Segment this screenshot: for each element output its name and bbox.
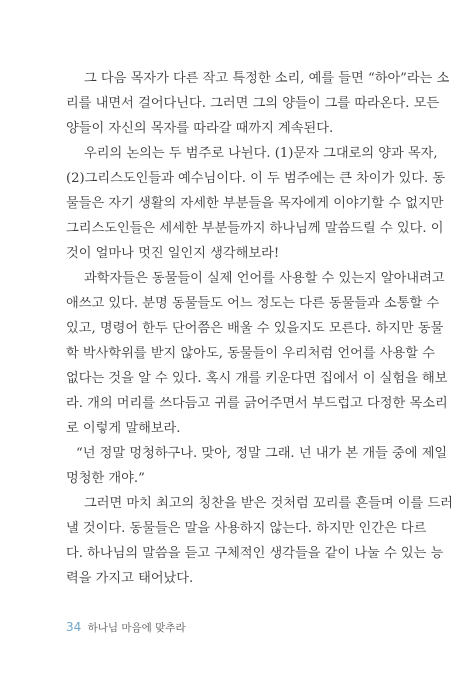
body-line: 그리스도인들은 세세한 부분들까지 하나님께 말씀드릴 수 있다. 이	[66, 221, 444, 236]
body-line: 우리의 논의는 두 범주로 나뉜다. (1)문자 그대로의 양과 목자,	[84, 146, 438, 161]
body-line: 낼 것이다. 동물들은 말을 사용하지 않는다. 하지만 인간은 다르	[66, 521, 427, 536]
body-line: 력을 가지고 태어났다.	[66, 571, 194, 586]
body-line: “넌 정말 멍청하구나. 맞아, 정말 그래. 넌 내가 본 개들 중에 제일	[76, 446, 448, 461]
page-footer	[66, 620, 186, 635]
body-line: 그 다음 목자가 다른 작고 특정한 소리, 예를 들면 “하아”라는 소	[84, 71, 450, 86]
body-line: 리를 내면서 걸어다닌다. 그러면 그의 양들이 그를 따라온다. 모든	[66, 96, 440, 111]
page-number: 34	[66, 620, 82, 634]
body-line: 물들은 자기 생활의 자세한 부분들을 목자에게 이야기할 수 없지만	[66, 196, 444, 211]
body-line: 그러면 마치 최고의 칭찬을 받은 것처럼 꼬리를 흔들며 이를 드러	[84, 496, 453, 511]
body-line: 것이 얼마나 멋진 일인지 생각해보라!	[66, 246, 280, 261]
body-line: 로 이렇게 말해보라.	[66, 421, 181, 436]
body-line: (2)그리스도인들과 예수님이다. 이 두 범주에는 큰 차이가 있다. 동	[66, 171, 446, 186]
running-title: 하나님 마음에 맞추라	[87, 622, 186, 634]
body-line: 다. 하나님의 말씀을 듣고 구체적인 생각들을 같이 나눌 수 있는 능	[66, 546, 444, 561]
body-line: 과학자들은 동물들이 실제 언어를 사용할 수 있는지 알아내려고	[84, 271, 445, 286]
body-line: 양들이 자신의 목자를 따라갈 때까지 계속된다.	[66, 121, 334, 136]
body-line: 라. 개의 머리를 쓰다듬고 귀를 긁어주면서 부드럽고 다정한 목소리	[66, 396, 448, 411]
body-line: 학 박사학위를 받지 않아도, 동물들이 우리처럼 언어를 사용할 수	[66, 346, 435, 361]
body-line: 애쓰고 있다. 분명 동물들도 어느 정도는 다른 동물들과 소통할 수	[66, 296, 440, 311]
body-line: 있고, 명령어 한두 단어쯤은 배울 수 있을지도 모른다. 하지만 동물	[66, 321, 444, 336]
body-line: 없다는 것을 알 수 있다. 혹시 개를 키운다면 집에서 이 실험을 해보	[66, 371, 448, 386]
body-line: 멍청한 개야.”	[66, 471, 145, 486]
